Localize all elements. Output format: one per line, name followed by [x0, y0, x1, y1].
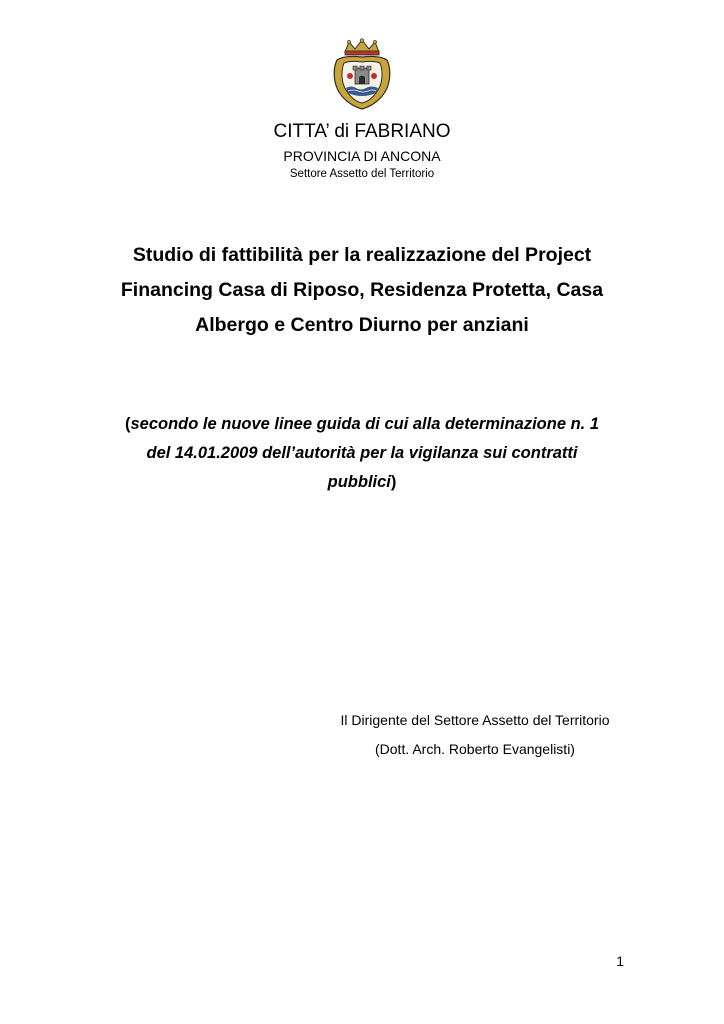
document-subtitle — [95, 410, 629, 497]
title-line: Albergo e Centro Diurno per anziani — [195, 314, 529, 336]
title-line: Studio di fattibilità per la realizzazione del Project — [132, 244, 592, 266]
page-number: 1 — [616, 953, 624, 969]
title-line: Financing Casa di Riposo, Residenza Protetta, Casa — [120, 279, 604, 301]
subtitle-line: del 14.01.2009 dell’autorità per la vigilanza sui contratti — [146, 444, 578, 462]
subtitle-line — [95, 468, 629, 497]
signer-name: (Dott. Arch. Roberto Evangelisti) — [375, 741, 575, 757]
signer-role: Il Dirigente del Settore Assetto del Territorio — [340, 712, 610, 728]
subtitle-line — [95, 410, 629, 439]
sector-name: Settore Assetto del Territorio — [289, 168, 435, 180]
city-name: CITTA’ di FABRIANO — [273, 121, 451, 142]
document-title — [100, 238, 624, 343]
close-paren: ) — [390, 473, 397, 491]
subtitle-text: secondo le nuove linee guida di cui alla determinazione n. 1 — [130, 415, 600, 433]
subtitle-text: pubblici — [327, 473, 391, 491]
signature-block — [320, 706, 630, 764]
province-name: PROVINCIA DI ANCONA — [283, 148, 441, 164]
open-paren: ( — [124, 415, 131, 433]
coat-of-arms-icon — [331, 38, 393, 110]
